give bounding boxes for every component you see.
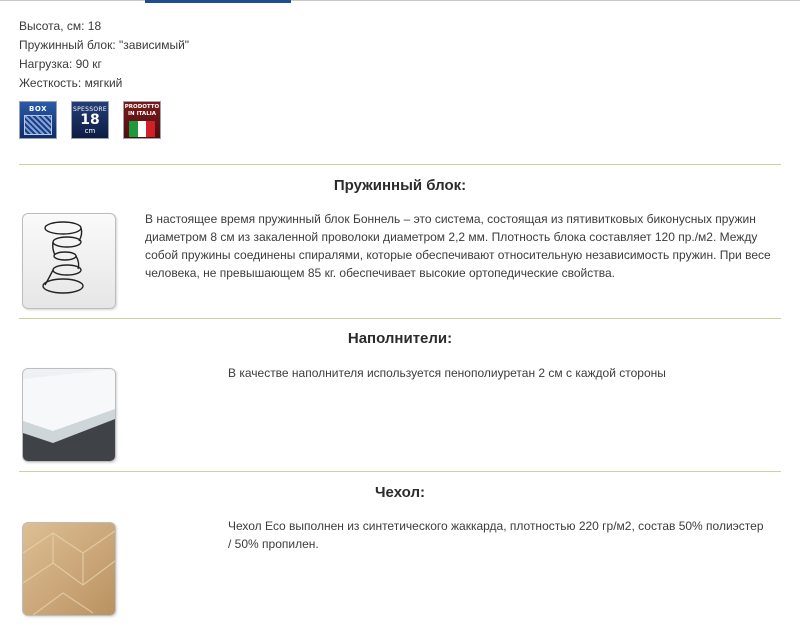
made-in-italy-badge-icon: [123, 101, 161, 139]
foam-image: [22, 368, 116, 462]
badge-italy-line1: PRODOTTO: [124, 103, 160, 110]
section-text-fillers: В качестве наполнителя используется пенополиуретан 2 см с каждой стороны: [228, 366, 666, 380]
active-tab-indicator: [145, 0, 291, 3]
section-title-fillers: Наполнители:: [347, 330, 453, 347]
badge-box-label: BOX: [29, 105, 47, 113]
badge-thickness-label: SPESSORE: [73, 105, 107, 113]
fabric-image: [22, 522, 116, 616]
top-border: [0, 0, 800, 1]
spec-spring-block: Пружинный блок: "зависимый": [19, 38, 190, 52]
section-divider: [19, 164, 781, 165]
thickness-badge-icon: [71, 101, 109, 139]
section-title-spring-block: Пружинный блок:: [333, 177, 467, 194]
section-text-cover: Чехол Eco выполнен из синтетического жаккарда, плотностью 220 гр/м2, состав 50% полиэстер / 50% пропилен.: [228, 519, 764, 551]
section-divider: [19, 471, 781, 472]
spring-coil-icon: [23, 214, 115, 308]
spring-grid-icon: [24, 115, 52, 135]
section-text-spring-block: В настоящее время пружинный блок Боннель – это система, состоящая из пятивитковых биконусных пружин диаметром 8 см из закаленной проволоки диаметром 2,2 мм. Плотность блока составляет 120 пр./м2. Между собой пружины соединены спиралями, которые обеспечивают относительную независимость пружин. При весе человека, не превышающем 85 кг. обеспечивает высокие ортопедические свойства.: [145, 212, 771, 280]
italy-flag-icon: [129, 121, 155, 137]
section-divider: [19, 318, 781, 319]
spec-height: Высота, см: 18: [19, 19, 102, 33]
specs-list: [19, 17, 189, 93]
feature-badges: [19, 101, 161, 139]
badge-thickness-unit: cm: [84, 126, 96, 135]
spec-firmness: Жесткость: мягкий: [19, 76, 123, 90]
foam-slab-icon: [23, 369, 115, 461]
section-title-cover: Чехол:: [375, 484, 425, 501]
spec-load: Нагрузка: 90 кг: [19, 57, 102, 71]
badge-thickness-value: 18: [80, 111, 100, 128]
box-spring-badge-icon: [19, 101, 57, 139]
jacquard-pattern-icon: [23, 523, 115, 615]
spring-image: [22, 213, 116, 309]
badge-italy-line2: IN ITALIA: [128, 110, 156, 117]
